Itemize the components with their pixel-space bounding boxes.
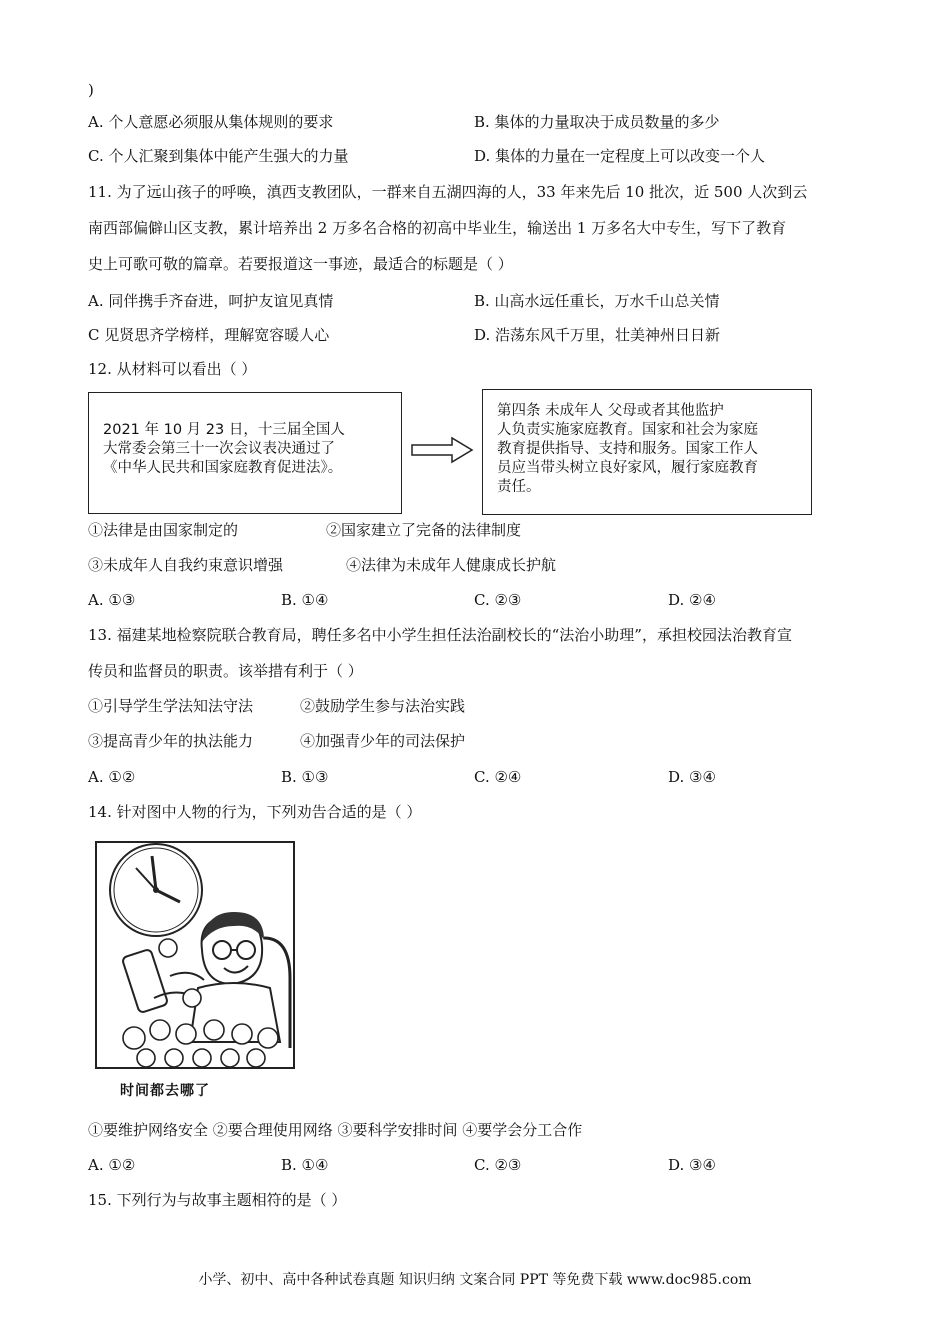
q12-option-b: B. ①④ — [281, 591, 329, 609]
q13-option-d: D. ③④ — [668, 768, 716, 786]
q13-option-b: B. ①③ — [281, 768, 329, 786]
clock-icon — [110, 844, 202, 936]
q12-statement-4: ④法律为未成年人健康成长护航 — [346, 556, 557, 574]
q11-option-c: C 见贤思齐学榜样，理解宽容暖人心 — [88, 326, 330, 344]
q14-option-a: A. ①② — [88, 1156, 136, 1174]
q11-option-a: A. 同伴携手齐奋进，呵护友谊见真情 — [88, 292, 334, 310]
q12-material-box-left — [88, 392, 402, 514]
q12-option-c: C. ②③ — [474, 591, 522, 609]
q11-stem-line3: 史上可歌可敬的篇章。若要报道这一事迹，最适合的标题是（ ） — [88, 255, 513, 273]
q12-material-box-right — [482, 389, 812, 515]
q10-option-c: C. 个人汇聚到集体中能产生强大的力量 — [88, 147, 349, 165]
q12-statement-3: ③未成年人自我约束意识增强 — [88, 556, 284, 574]
page-footer: 小学、初中、高中各种试卷真题 知识归纳 文案合同 PPT 等免费下载 www.doc985.com — [198, 1272, 752, 1288]
q15-stem: 15. 下列行为与故事主题相符的是（ ） — [88, 1191, 347, 1209]
cartoon-illustration — [94, 838, 298, 1078]
q13-stem-line1: 13. 福建某地检察院联合教育局，聘任多名中小学生担任法治副校长的“法治小助理”，承担校园法治教育宣 — [88, 626, 792, 644]
q14-option-c: C. ②③ — [474, 1156, 522, 1174]
q14-cartoon — [94, 838, 298, 1104]
q10-option-d: D. 集体的力量在一定程度上可以改变一个人 — [474, 147, 766, 165]
q11-option-d: D. 浩荡东风千万里，壮美神州日日新 — [474, 326, 721, 344]
q12-statement-2: ②国家建立了完备的法律制度 — [326, 521, 522, 539]
q13-stem-line2: 传员和监督员的职责。该举措有利于（ ） — [88, 662, 363, 680]
q13-statement-4: ④加强青少年的司法保护 — [300, 732, 466, 750]
q13-statement-3: ③提高青少年的执法能力 — [88, 732, 254, 750]
q11-option-b: B. 山高水远任重长，万水千山总关情 — [474, 292, 720, 310]
q12-material-right-text: 第四条 未成年人 父母或者其他监护 人负责实施家庭教育。国家和社会为家庭 教育提供指导、支持和服务。国家工作人 员应当带头树立良好家风，履行家庭教育 责任。 — [497, 403, 758, 495]
q12-statement-1: ①法律是由国家制定的 — [88, 521, 239, 539]
right-arrow-icon — [410, 436, 474, 464]
q13-option-c: C. ②④ — [474, 768, 522, 786]
q12-option-d: D. ②④ — [668, 591, 716, 609]
q12-material-left-text: 2021 年 10 月 23 日，十三届全国人 大常委会第三十一次会议表决通过了 《中华人民共和国家庭教育促进法》。 — [103, 422, 345, 476]
q14-option-b: B. ①④ — [281, 1156, 329, 1174]
q13-statement-2: ②鼓励学生参与法治实践 — [300, 697, 466, 715]
q14-stem: 14. 针对图中人物的行为，下列劝告合适的是（ ） — [88, 803, 422, 821]
q11-stem-line1: 11. 为了远山孩子的呼唤，滇西支教团队，一群来自五湖四海的人，33 年来先后 10 批次，近 500 人次到云 — [88, 183, 808, 201]
q10-option-b: B. 集体的力量取决于成员数量的多少 — [474, 113, 720, 131]
q14-statements: ①要维护网络安全 ②要合理使用网络 ③要科学安排时间 ④要学会分工合作 — [88, 1121, 583, 1139]
q11-stem-line2: 南西部偏僻山区支教，累计培养出 2 万多名合格的初高中毕业生，输送出 1 万多名大中专生，写下了教育 — [88, 219, 787, 237]
q14-option-d: D. ③④ — [668, 1156, 716, 1174]
q13-option-a: A. ①② — [88, 768, 136, 786]
q13-statement-1: ①引导学生学法知法守法 — [88, 697, 254, 715]
previous-question-fragment: ) — [88, 81, 94, 99]
q12-stem: 12. 从材料可以看出（ ） — [88, 360, 257, 378]
q12-option-a: A. ①③ — [88, 591, 136, 609]
q10-option-a: A. 个人意愿必须服从集体规则的要求 — [88, 113, 334, 131]
cartoon-caption: 时间都去哪了 — [120, 1083, 210, 1099]
